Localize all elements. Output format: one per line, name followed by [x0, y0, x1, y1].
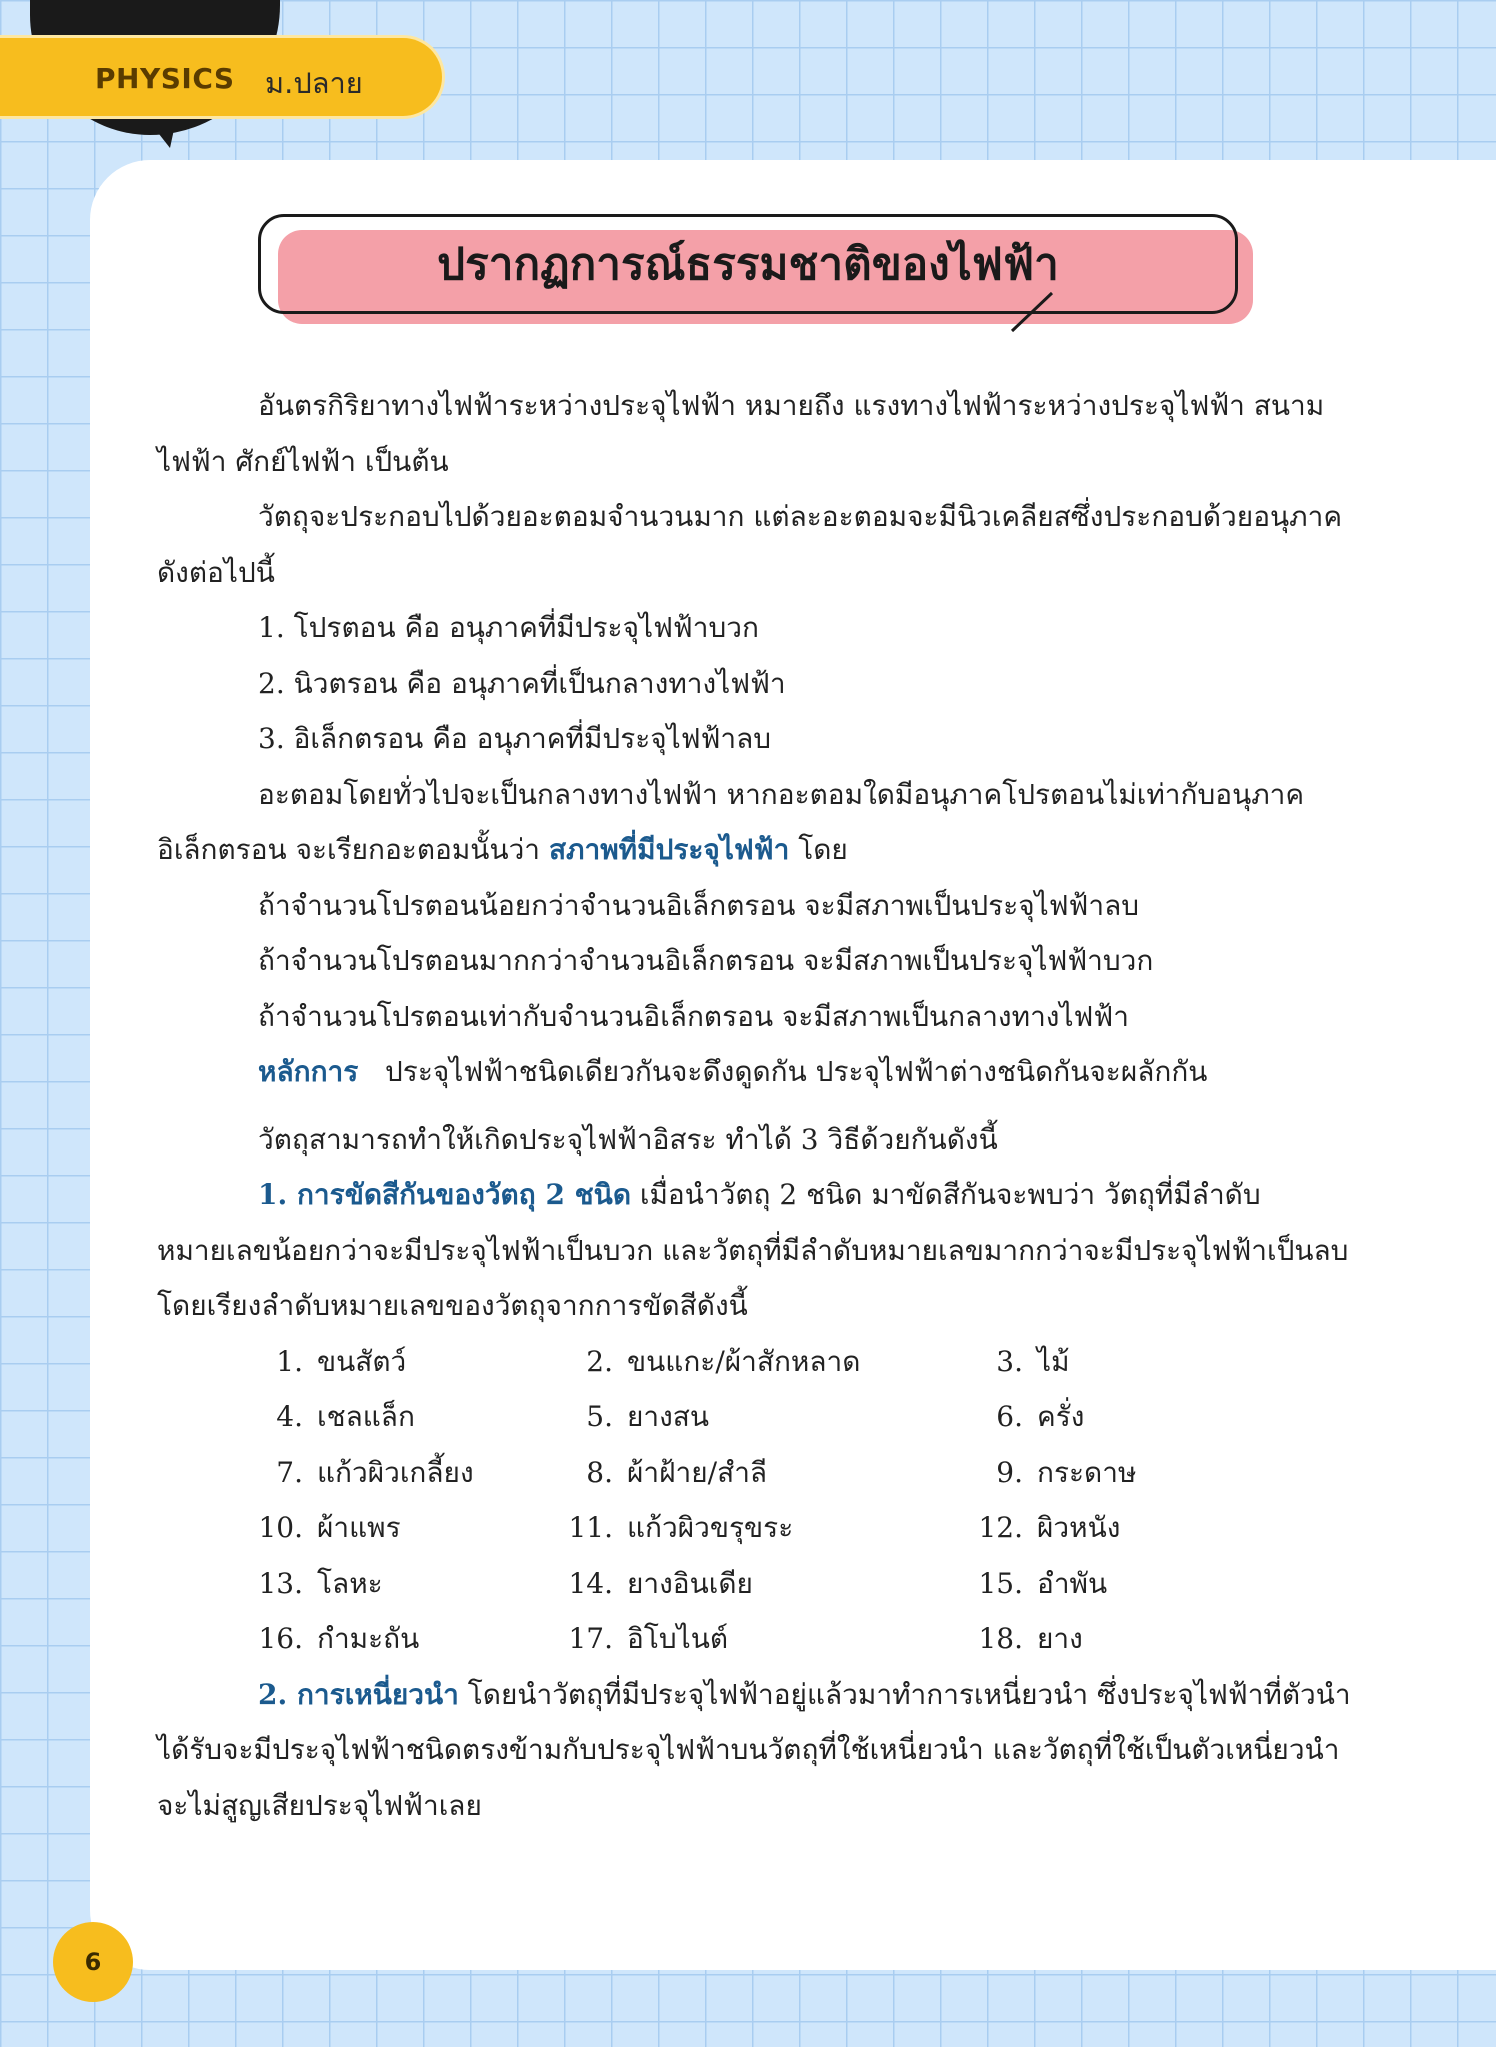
material-item: 6. ครั่ง	[996, 1400, 1085, 1433]
method-2-paragraph	[157, 1667, 1357, 1834]
charged-state-tail: โดย	[798, 833, 848, 866]
material-item: 4. เชลแล็ก	[276, 1400, 415, 1433]
method-2-heading: 2. การเหนี่ยวนำ	[258, 1677, 459, 1711]
principle-paragraph	[157, 1044, 1357, 1100]
level-label: ม.ปลาย	[265, 66, 363, 100]
charged-state-term: สภาพที่มีประจุไฟฟ้า	[548, 833, 790, 866]
material-item: 12. ผิวหนัง	[978, 1511, 1121, 1544]
material-item: 3. ไม้	[996, 1344, 1070, 1378]
principle-term: หลักการ	[258, 1055, 359, 1088]
material-item: 17. อิโบไนต์	[568, 1622, 729, 1655]
material-item: 9. กระดาษ	[996, 1455, 1137, 1489]
charged-state-lead: อะตอมโดยทั่วไปจะเป็นกลางทางไฟฟ้า หากอะตอมใดมีอนุภาคโปรตอนไม่เท่ากับอนุภาคอิเล็กตรอน จะเรียกอะตอมนั้นว่า	[157, 777, 1305, 866]
material-item: 7. แก้วผิวเกลี้ยง	[276, 1455, 474, 1489]
charged-state-paragraph	[157, 767, 1357, 878]
method-1-text: เมื่อนำวัตถุ 2 ชนิด มาขัดสีกันจะพบว่า วัตถุที่มีลำดับหมายเลขน้อยกว่าจะมีประจุไฟฟ้าเป็นบวก และวัตถุที่มีลำดับหมายเลขมากกว่าจะมีประจุไฟฟ้าเป็นลบ โดยเรียงลำดับหมายเลขของวัตถุจากการขัดสีดังนี้	[157, 1178, 1349, 1322]
material-item: 2. ขนแกะ/ผ้าสักหลาด	[586, 1344, 861, 1378]
page-title: ปรากฏการณ์ธรรมชาติของไฟฟ้า	[437, 239, 1059, 290]
condition-item: ถ้าจำนวนโปรตอนน้อยกว่าจำนวนอิเล็กตรอน จะมีสภาพเป็นประจุไฟฟ้าลบ	[258, 888, 1140, 922]
subject-label: PHYSICS	[95, 62, 235, 95]
condition-item: ถ้าจำนวนโปรตอนเท่ากับจำนวนอิเล็กตรอน จะมีสภาพเป็นกลางทางไฟฟ้า	[258, 999, 1129, 1033]
material-item: 11. แก้วผิวขรุขระ	[568, 1511, 794, 1544]
material-item: 10. ผ้าแพร	[258, 1511, 401, 1544]
intro-paragraph-2: วัตถุจะประกอบไปด้วยอะตอมจำนวนมาก แต่ละอะตอมจะมีนิวเคลียสซึ่งประกอบด้วยอนุภาค ดังต่อไปนี้	[157, 500, 1343, 589]
condition-item: ถ้าจำนวนโปรตอนมากกว่าจำนวนอิเล็กตรอน จะมีสภาพเป็นประจุไฟฟ้าบวก	[258, 944, 1154, 977]
material-item: 18. ยาง	[978, 1622, 1083, 1655]
method-2-text: โดยนำวัตถุที่มีประจุไฟฟ้าอยู่แล้วมาทำการเหนี่ยวนำ ซึ่งประจุไฟฟ้าที่ตัวนำได้รับจะมีประจุไฟฟ้าชนิดตรงข้ามกับประจุไฟฟ้าบนวัตถุที่ใช้เหนี่ยวนำ และวัตถุที่ใช้เป็นตัวเหนี่ยวนำจะไม่สูญเสียประจุไฟฟ้าเลย	[157, 1677, 1351, 1822]
material-item: 16. กำมะถัน	[258, 1622, 420, 1655]
intro-paragraph-1: อันตรกิริยาทางไฟฟ้าระหว่างประจุไฟฟ้า หมายถึง แรงทางไฟฟ้าระหว่างประจุไฟฟ้า สนามไฟฟ้า ศักย์ไฟฟ้า เป็นต้น	[157, 389, 1325, 478]
material-item: 13. โลหะ	[258, 1566, 383, 1600]
material-item: 15. อำพัน	[978, 1566, 1108, 1600]
speech-bubble-tail	[148, 120, 176, 148]
page-number: 6	[53, 1922, 133, 2002]
material-item: 1. ขนสัตว์	[276, 1344, 407, 1378]
method-1-paragraph	[157, 1167, 1357, 1334]
materials-list	[247, 1334, 1357, 1667]
particle-item: 1. โปรตอน คือ อนุภาคที่มีประจุไฟฟ้าบวก	[258, 611, 759, 644]
methods-intro: วัตถุสามารถทำให้เกิดประจุไฟฟ้าอิสระ ทำได้ 3 วิธีด้วยกันดังนี้	[258, 1122, 998, 1156]
principle-text: ประจุไฟฟ้าชนิดเดียวกันจะดึงดูดกัน ประจุไฟฟ้าต่างชนิดกันจะผลักกัน	[385, 1055, 1208, 1088]
particle-item: 3. อิเล็กตรอน คือ อนุภาคที่มีประจุไฟฟ้าลบ	[258, 722, 772, 755]
main-content	[157, 378, 1357, 1833]
material-item: 14. ยางอินเดีย	[568, 1566, 753, 1600]
material-item: 8. ผ้าฝ้าย/สำลี	[586, 1455, 768, 1489]
material-item: 5. ยางสน	[586, 1400, 710, 1433]
particle-item: 2. นิวตรอน คือ อนุภาคที่เป็นกลางทางไฟฟ้า	[258, 666, 786, 700]
method-1-heading: 1. การขัดสีกันของวัตถุ 2 ชนิด	[258, 1178, 631, 1211]
